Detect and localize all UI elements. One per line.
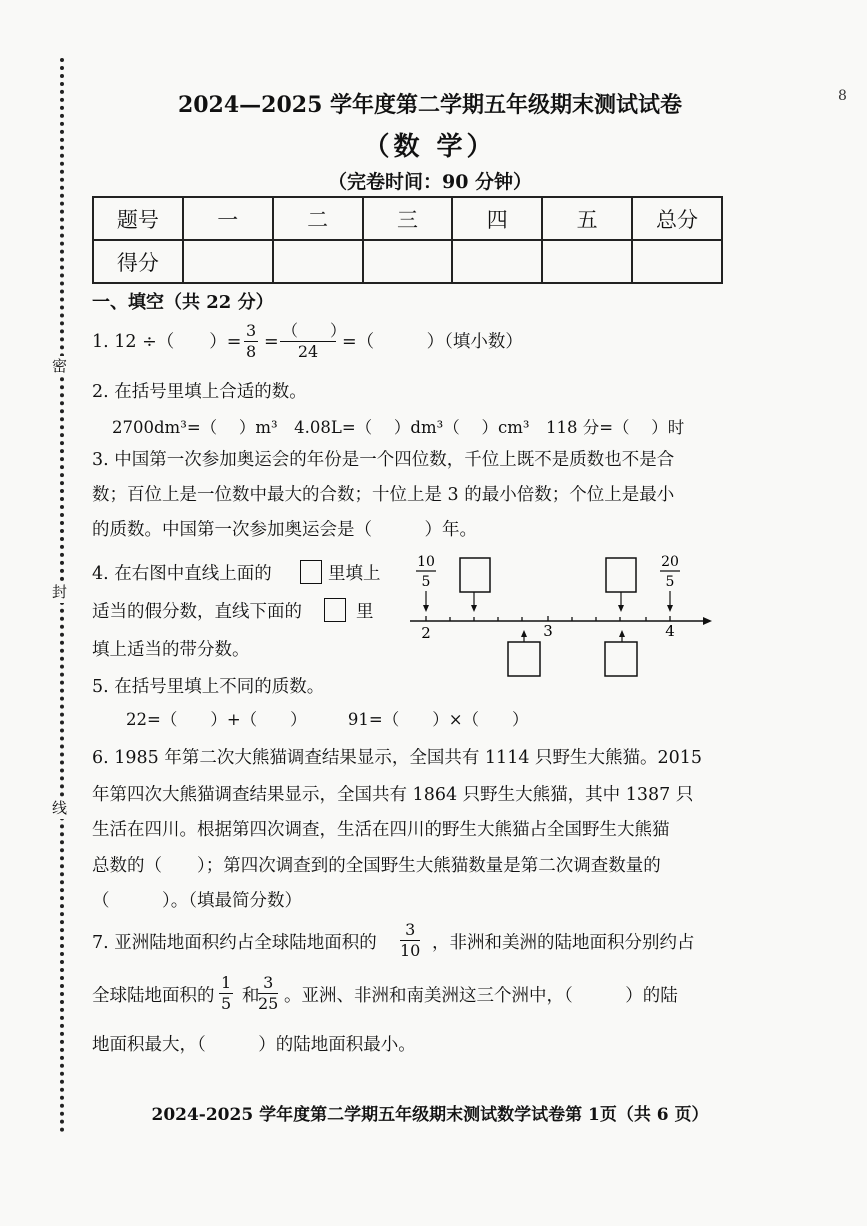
score-cell: 总分	[632, 197, 722, 240]
fraction-denominator: 5	[665, 574, 675, 590]
section-heading: 一、填空（共 22 分）	[92, 292, 274, 313]
score-cell: 三	[363, 197, 453, 240]
fraction-denominator: 25	[258, 994, 279, 1013]
answer-box-bottom-1[interactable]	[508, 642, 540, 676]
page-footer: 2024-2025 学年度第二学期五年级期末测试数学试卷第 1页（共 6 页）	[151, 1105, 709, 1125]
score-cell: 一	[183, 197, 273, 240]
q7-line-2a: 全球陆地面积的	[92, 986, 215, 1006]
exam-subject: （数 学）	[363, 132, 497, 162]
arrow-head-icon	[618, 605, 624, 612]
fraction-numerator: 3	[246, 321, 257, 340]
number-line-diagram	[400, 548, 720, 682]
score-input[interactable]	[363, 240, 453, 283]
fraction-numerator: 3	[400, 922, 420, 941]
answer-box-icon	[300, 560, 322, 584]
score-header-row	[93, 197, 722, 240]
score-cell: 五	[542, 197, 632, 240]
arrow-head-icon	[667, 605, 673, 612]
q7-line-1b: ，非洲和美洲的陆地面积分别约占	[432, 933, 695, 953]
q3-line-3: 的质数。中国第一次参加奥运会是（ ）年。	[92, 520, 477, 540]
arrow-up-icon	[521, 630, 527, 637]
score-cell: 四	[452, 197, 542, 240]
corner-mark: 8	[838, 88, 847, 104]
q7-line-2c: 。亚洲、非洲和南美洲这三个洲中，（ ）的陆	[284, 986, 678, 1006]
fraction-denominator: 5	[421, 574, 431, 590]
fraction-numerator: 20	[661, 554, 679, 570]
q4-line-2a: 适当的假分数，直线下面的	[92, 602, 302, 622]
q5-line: 22=（ ）+（ ） 91=（ ）×（ ）	[126, 710, 529, 729]
fraction-denominator: 24	[297, 342, 319, 361]
score-label: 得分	[93, 240, 183, 283]
q1-fraction-1	[244, 323, 258, 360]
score-input[interactable]	[452, 240, 542, 283]
q6-line-1: 6. 1985 年第二次大熊猫调查结果显示，全国共有 1114 只野生大熊猫。2015	[92, 748, 703, 768]
q1-text-a: 1. 12 ÷（ ）=	[92, 332, 242, 352]
fraction-denominator: 8	[246, 342, 257, 361]
fraction-numerator: 1	[221, 973, 232, 992]
binding-mark-feng: 封	[52, 583, 68, 601]
score-cell: 题号	[93, 197, 183, 240]
q3-line-1: 3. 中国第一次参加奥运会的年份是一个四位数，千位上既不是质数也不是合	[92, 450, 675, 470]
q2-text: 2. 在括号里填上合适的数。	[92, 382, 307, 402]
fraction-numerator: （ ）	[282, 321, 347, 340]
binding-mark-xian: 线	[52, 799, 68, 817]
score-value-row	[93, 240, 722, 283]
exam-title: 2024—2025 学年度第二学期五年级期末测试试卷	[177, 92, 683, 118]
exam-time: （完卷时间：90 分钟）	[327, 171, 533, 193]
fraction-denominator: 10	[400, 941, 421, 960]
score-input[interactable]	[273, 240, 363, 283]
fraction-numerator: 3	[258, 975, 278, 994]
number-line-arrow-icon	[703, 617, 712, 625]
q2-line: 2700dm³=（ ）m³ 4.08L=（ ）dm³（ ）cm³ 118 分=（ ）时	[112, 418, 685, 437]
q7-line-2b: 和	[242, 986, 260, 1006]
tick-label-2: 2	[421, 624, 431, 642]
q1-text-b: =（ ）（填小数）	[342, 332, 523, 352]
q3-line-2: 数；百位上是一位数中最大的合数；十位上是 3 的最小倍数；个位上是最小	[92, 485, 675, 505]
q6-line-3: 生活在四川。根据第四次调查，生活在四川的野生大熊猫占全国野生大熊猫	[92, 820, 670, 840]
q6-line-4: 总数的（ ）；第四次调查到的全国野生大熊猫数量是第二次调查数量的	[92, 856, 661, 876]
answer-box-top-1[interactable]	[460, 558, 490, 592]
answer-box-top-2[interactable]	[606, 558, 636, 592]
q5-text: 5. 在括号里填上不同的质数。	[92, 677, 325, 697]
score-input[interactable]	[632, 240, 722, 283]
q4-line-1a: 4. 在右图中直线上面的	[92, 564, 272, 584]
tick-label-3: 3	[543, 622, 553, 640]
q7-fraction-3	[258, 975, 278, 1012]
q4-line-3: 填上适当的带分数。	[92, 640, 250, 660]
tick-label-4: 4	[665, 622, 675, 640]
q6-line-5: （ ）。（填最简分数）	[92, 891, 302, 911]
q1-fraction-2	[280, 321, 347, 361]
fraction-denominator: 5	[221, 994, 232, 1013]
score-table	[92, 196, 723, 284]
score-cell: 二	[273, 197, 363, 240]
score-input[interactable]	[542, 240, 632, 283]
binding-mark-mi: 密	[52, 357, 68, 375]
score-input[interactable]	[183, 240, 273, 283]
answer-box-icon	[324, 598, 346, 622]
arrow-head-icon	[423, 605, 429, 612]
q1-eq: =	[264, 332, 279, 352]
q7-fraction-2	[219, 975, 233, 1012]
arrow-up-icon	[619, 630, 625, 637]
q4-line-1b: 里填上	[328, 564, 381, 584]
q7-fraction-1	[400, 922, 420, 959]
answer-box-bottom-2[interactable]	[605, 642, 637, 676]
q7-line-1a: 7. 亚洲陆地面积约占全球陆地面积的	[92, 933, 377, 953]
q4-line-2b: 里	[356, 602, 374, 622]
q6-line-2: 年第四次大熊猫调查结果显示，全国共有 1864 只野生大熊猫，其中 1387 只	[92, 785, 694, 805]
arrow-head-icon	[471, 605, 477, 612]
q7-line-3: 地面积最大，（ ）的陆地面积最小。	[92, 1035, 416, 1055]
fraction-numerator: 10	[417, 554, 435, 570]
